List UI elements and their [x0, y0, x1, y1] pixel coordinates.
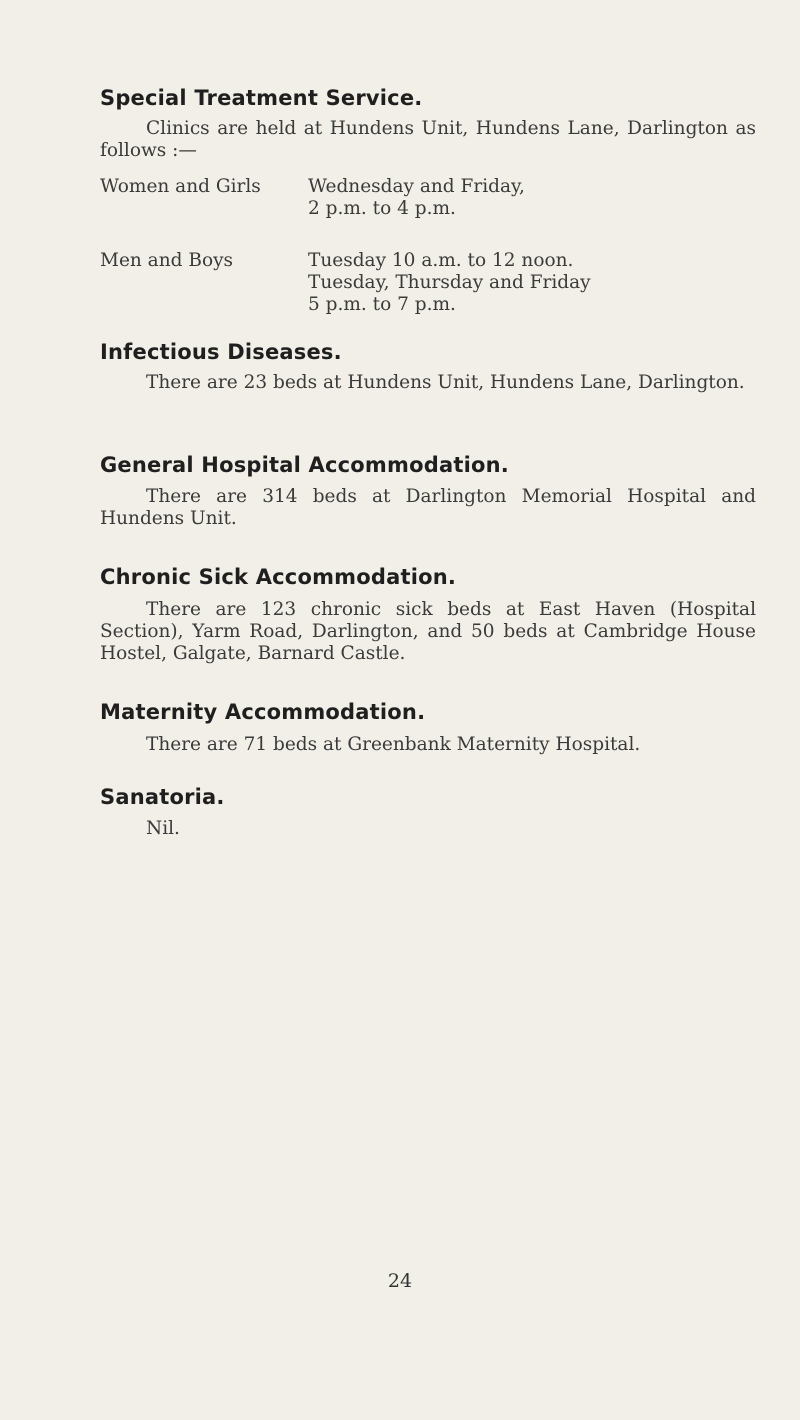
infectious-text: There are 23 beds at Hundens Unit, Hundens Lane, Darlington.: [146, 372, 745, 393]
chronic-sick-paragraph: [100, 599, 756, 665]
general-hospital-paragraph: [100, 486, 756, 530]
special-treatment-intro-text: Clinics are held at Hundens Unit, Hundens Lane, Darlington as follows :—: [100, 118, 756, 161]
infectious-paragraph: [100, 372, 756, 394]
schedule-time-women-1: Wednesday and Friday,: [308, 176, 525, 197]
schedule-group-women: Women and Girls: [100, 176, 261, 197]
chronic-sick-text: There are 123 chronic sick beds at East Haven (Hospital Section), Yarm Road, Darlington, and 50 beds at Cambridge House Hostel, Galgate, Barnard Castle.: [100, 599, 756, 664]
maternity-paragraph: [100, 734, 756, 756]
special-treatment-intro: [100, 118, 756, 162]
schedule-time-men-1: Tuesday 10 a.m. to 12 noon.: [308, 250, 574, 271]
special-treatment-heading: Special Treatment Service.: [100, 86, 423, 110]
page-number: 24: [387, 1270, 413, 1292]
sanatoria-heading: Sanatoria.: [100, 785, 225, 809]
schedule-time-men-3: 5 p.m. to 7 p.m.: [308, 294, 456, 315]
general-hospital-text: There are 314 beds at Darlington Memorial Hospital and Hundens Unit.: [100, 486, 756, 529]
schedule-group-men: Men and Boys: [100, 250, 234, 271]
schedule-time-men-2: Tuesday, Thursday and Friday: [308, 272, 591, 293]
infectious-heading: Infectious Diseases.: [100, 340, 342, 364]
sanatoria-text: Nil.: [146, 818, 180, 839]
chronic-sick-heading: Chronic Sick Accommodation.: [100, 565, 457, 589]
maternity-text: There are 71 beds at Greenbank Maternity Hospital.: [146, 734, 641, 755]
maternity-heading: Maternity Accommodation.: [100, 700, 426, 724]
general-hospital-heading: General Hospital Accommodation.: [100, 453, 509, 477]
schedule-time-women-2: 2 p.m. to 4 p.m.: [308, 198, 456, 219]
sanatoria-paragraph: [100, 818, 756, 840]
